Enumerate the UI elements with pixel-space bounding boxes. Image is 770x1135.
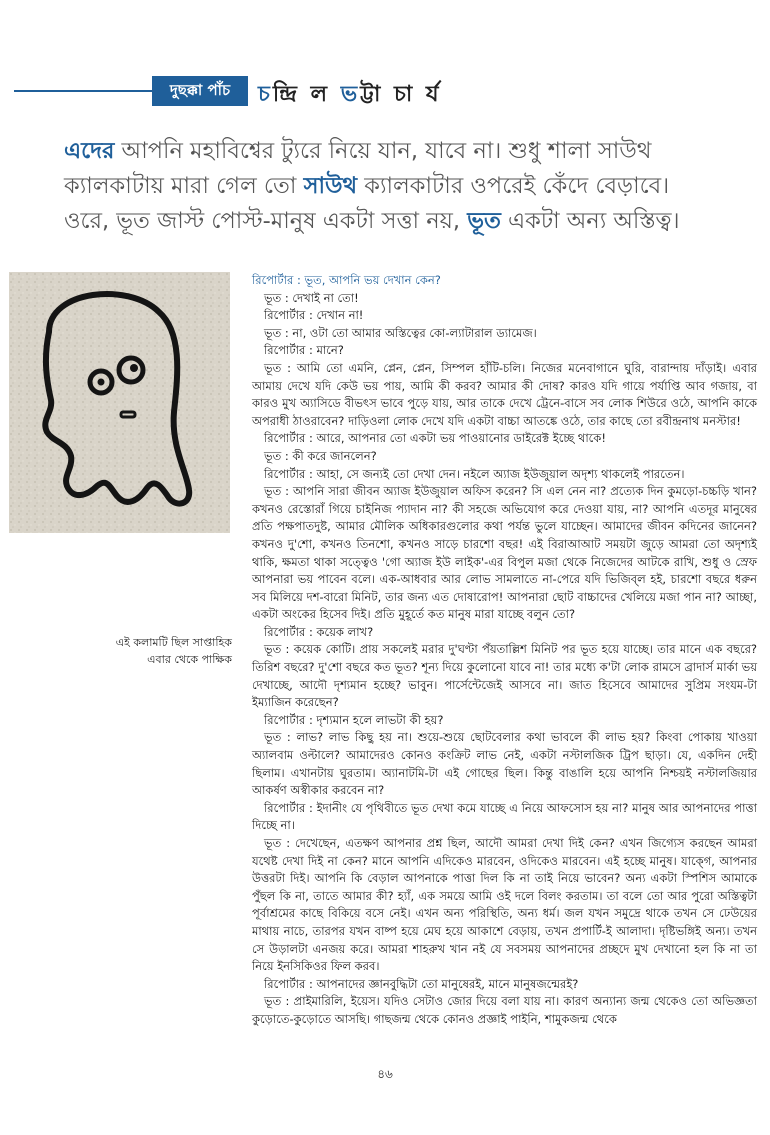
interview-paragraph: রিপোর্টার : মানে? — [264, 343, 344, 358]
pull-quote-text: আপনি মহাবিশ্বের ট্যুরে নিয়ে যান, যাবে না। শুধু শালা সাউথ ক্যালকাটায় মারা গেল তো — [64, 138, 652, 199]
header-rule — [14, 90, 152, 92]
photo-caption — [70, 634, 232, 668]
pull-quote — [64, 134, 714, 239]
column-tag: দুছক্কা পাঁচ — [152, 76, 248, 106]
interview-paragraph: ভূত : দেখেছেন, এতক্ষণ আপনার প্রশ্ন ছিল, আদৌ আমরা দেখা দিই কেন? এখন জিগ্যেস করছেন আমরা যথেষ্ট দেখা দিই না কেন? মানে আপনি এদিকেও মারবেন, ওদিকেও মারবেন। এই হচ্ছে মানুষ। যাক্গে, আপনার উত্তরটা দিই। আপনি কি বেড়াল আপনাকে পাত্তা দিল কি না তাই নিয়ে ভাবেন? অন্য একটা স্পিশিস আমাকে পুঁছল কি না, তাতে আমার কী? হ্যাঁ, এক সময়ে আমি ওই দলে বিলং করতাম। তা বলে তো আর পুরো অস্তিত্বটা পূর্বাশ্রমের কাছে বিকিয়ে বসে নেই। এখন অন্য পরিস্থিতি, অন্য ধর্ম। জল যখন সমুদ্রে থাকে তখন সে ঢেউয়ের মাথায় নাচে, তারপর যখন বাষ্প হয়ে মেঘ হয়ে আকাশে বেড়ায়, তখন প্রপার্টি-ই আলাদা। দৃষ্টিভঙ্গিই অন্য। তখন সে উড়ালটা এনজয় করে। আমরা শাহরুখ খান নই যে সবসময় আপনাদের প্রচ্ছদে মুখ দেখানো হল কি না তা নিয়ে ইনসিকিওর ফিল করব। — [252, 836, 757, 974]
author-name — [258, 77, 442, 114]
interview-paragraph: ভূত : লাভ? লাভ কিছু হয় না। শুয়ে-শুয়ে ছোটবেলার কথা ভাবলে কী লাভ হয়? কিংবা পোকায় খাওয়া অ্যালবাম ওল্টালে? আমাদেরও কোনও কংক্রিট লাভ নেই, একটা নস্টালজিক ট্রিপ ছাড়া। যে, একদিন দেহী ছিলাম। এখানটায় ঘুরতাম। অ্যানাটমি-টা এই গোছের ছিল। কিন্তু বাঙালি হয়ে আপনি নিশ্চয়ই নস্টালজিয়ার আকর্ষণ অস্বীকার করবেন না? — [252, 730, 757, 798]
interview-paragraph: রিপোর্টার : ইদানীং যে পৃথিবীতে ভূত দেখা কমে যাচ্ছে এ নিয়ে আফসোস হয় না? মানুষ আর আপনাদের পাত্তা দিচ্ছে না। — [252, 800, 757, 833]
interview-body — [252, 272, 757, 1029]
interview-paragraph: ভূত : কয়েক কোটি। প্রায় সকলেই মরার দু'ঘণ্টা পঁয়তাল্লিশ মিনিট পর ভূত হয়ে যাচ্ছে। তার মানে এক বছরে? তিরিশ বছরে? দু'শো বছরে কত ভূত? শূন্য দিয়ে কুলোনো যাবে না! তার মধ্যে ক'টা লোক রামসে ব্রাদার্স মার্কা ভয় দেখাচ্ছে, আদৌ দৃশ্যমান হচ্ছে? ভাবুন। পার্সেন্টেজেই আসবে না। জাত হিসেবে আমাদের সুপ্রিম সংযম-টা ইম্যাজিন করেছেন? — [252, 642, 757, 710]
author-initial-first: চ — [258, 82, 273, 107]
interview-paragraph: রিপোর্টার : আরে, আপনার তো একটা ভয় পাওয়ানোর ডাইরেক্ট ইচ্ছে থাকে! — [264, 431, 606, 446]
ghost-graffiti-photo — [9, 272, 230, 533]
interview-paragraph: ভূত : প্রাইমারিলি, ইয়েস। যদিও সেটাও জোর দিয়ে বলা যায় না। কারণ অন্যান্য জন্ম থেকেও তো অভিজ্ঞতা কুড়োতে-কুড়োতে আসছি। গাছজন্ম থেকে কোনও প্রজ্ঞাই পাইনি, শামুকজন্ম থেকে — [252, 994, 757, 1026]
interview-paragraph: রিপোর্টার : দেখান না! — [264, 308, 364, 323]
pull-quote-text: ক্যালকাটার ওপরেই কেঁদে বেড়াবে। ওরে, ভূত জাস্ট পোস্ট-মানুষ একটা সত্তা নয়, — [64, 173, 670, 234]
first-question: ভূত, আপনি ভয় দেখান কেন? — [304, 273, 441, 287]
ghost-drawing — [9, 272, 230, 533]
interview-paragraph: রিপোর্টার : আপনাদের জ্ঞানবুদ্ধিটা তো মানুষেরই, মানে মানুষজন্মেরই? — [264, 976, 579, 991]
caption-line: এই কলামটি ছিল সাপ্তাহিক — [115, 636, 232, 649]
interview-paragraph: ভূত : আপনি সারা জীবন অ্যাজ ইউজুয়াল অফিস করেন? সি এল নেন না? প্রত্যেক দিন কুমড়ো-চচ্চড়ি খান? কখনও রেস্তোরাঁ গিয়ে চাইনিজ প্যাদান না? কী সহজে অভিযোগ করে দেওয়া যায়, না? আপনি এতদূর মানুষের প্রতি পক্ষপাতদুষ্ট, আমার মৌলিক অধিকারগুলোর কথা পর্যন্ত ভুলে যাচ্ছেন। আমাদের জীবন কদিনের জানেন? কখনও দু'শো, কখনও তিনশো, কখনও সাড়ে চারশো বছর! এই বিরাআআট সময়টা জুড়ে আমরা তো অদৃশ্যই থাকি, ক্ষমতা থাকা সত্ত্বেও 'গো অ্যাজ ইউ লাইক'-এর বিপুল মজা থেকে নিজেদের আটকে রাখি, শুধু ও স্রেফ আপনারা ভয় পাবেন বলে। এক-আধবার আর লোভ সামলাতে না-পেরে যদি ভিজিব্‌ল হই, চারশো বছরে ধরুন সব মিলিয়ে দশ-বারো মিনিট, তার জন্য এত দোষারোপ! আপনারা ছোট বাচ্চাদের খেলিয়ে মজা পান না? আচ্ছা, একটা অংকের হিসেব দিই। প্রতি মুহূর্তে কত মানুষ মারা যাচ্ছে বলুন তো? — [252, 484, 757, 622]
interview-paragraph: রিপোর্টার : কয়েক লাখ? — [264, 624, 374, 639]
author-last-name-rest: ট্টা চা র্য — [360, 82, 442, 107]
caption-line: এবার থেকে পাক্ষিক — [147, 653, 232, 666]
reporter-label: রিপোর্টার : — [252, 273, 305, 287]
interview-paragraph: রিপোর্টার : দৃশ্যমান হলে লাভটা কী হয়? — [264, 712, 444, 727]
interview-paragraphs — [252, 290, 757, 1029]
interview-paragraph: ভূত : কী করে জানলেন? — [264, 448, 377, 463]
interview-paragraph: ভূত : দেখাই না তো! — [264, 290, 359, 305]
interview-paragraph: রিপোর্টার : আহা, সে জন্যই তো দেখা দেন। নইলে অ্যাজ ইউজুয়াল অদৃশ্য থাকলেই পারতেন। — [264, 466, 685, 481]
pull-quote-highlight: সাউথ — [303, 173, 358, 199]
pull-quote-text: একটা অন্য অস্তিত্ব। — [500, 208, 680, 234]
column-header — [14, 76, 756, 106]
interview-paragraph — [252, 272, 757, 290]
page-number: ৪৬ — [377, 1067, 393, 1081]
interview-paragraph: ভূত : আমি তো এমনি, প্লেন, প্লেন, সিম্পল হাঁটি-চলি। নিজের মনেবাগানে ঘুরি, বারান্দায় দাঁড়াই। এবার আমায় দেখে যদি কেউ ভয় পায়, আমি কী করব? আমার কী দোষ? কারও যদি গায়ে পর্যাপ্তি আব গজায়, বা কারও মুখ অ্যাসিডে বীভৎস ভাবে পুড়ে যায়, আর তাকে দেখে ট্রেনে-বাসে সব লোক শিউরে ওঠে, আপনি কাকে অপরাধী ঠাওরাবেন? দাড়িওলা লোক দেখে যদি একটা বাচ্চা আতঙ্কে ওঠে, তার কাছে তো রবীন্দ্রনাথ মনস্টার! — [252, 360, 757, 428]
author-initial-last: ভ — [340, 82, 361, 107]
pull-quote-highlight: ভূত — [467, 208, 501, 234]
pull-quote-highlight: এদের — [64, 138, 115, 164]
author-first-name-rest: ন্দ্রি ল — [272, 82, 331, 107]
interview-paragraph: ভূত : না, ওটা তো আমার অস্তিত্বের কো-ল্যাটারাল ড্যামেজ। — [264, 325, 537, 340]
